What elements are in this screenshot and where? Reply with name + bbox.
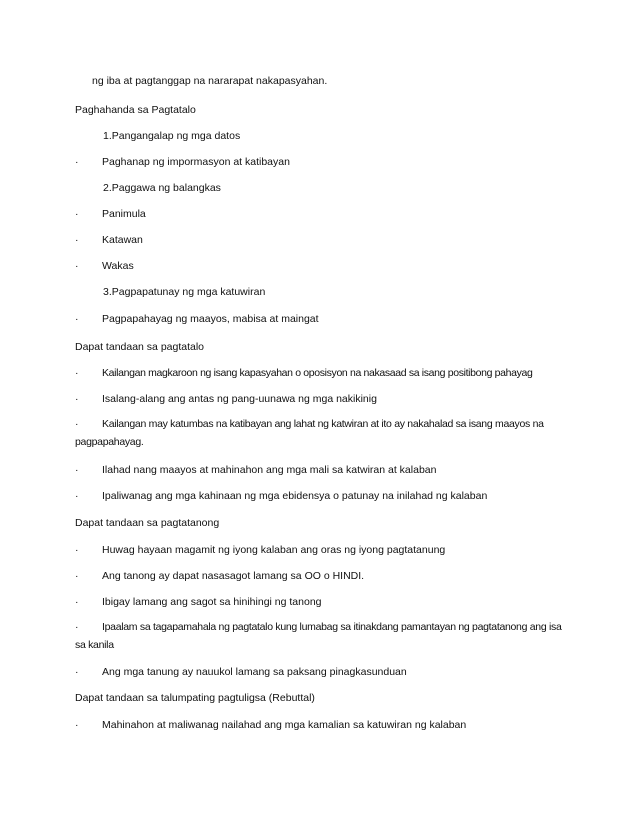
- bullet-marker: ·: [75, 208, 79, 220]
- numbered-item: 1.Pangangalap ng mga datos: [103, 130, 241, 142]
- section-heading: Dapat tandaan sa talumpating pagtuligsa (Rebuttal): [75, 692, 315, 704]
- bullet-marker: ·: [75, 570, 79, 582]
- bullet-item: Mahinahon at maliwanag nailahad ang mga kamalian sa katuwiran ng kalaban: [102, 719, 467, 731]
- bullet-marker: ·: [75, 490, 79, 502]
- text-line: ng iba at pagtanggap na nararapat nakapasyahan.: [92, 75, 328, 87]
- bullet-marker: ·: [75, 418, 79, 430]
- bullet-marker: ·: [75, 313, 79, 325]
- bullet-item: Katawan: [102, 234, 143, 246]
- bullet-item: Wakas: [102, 260, 134, 272]
- bullet-item: Kailangan magkaroon ng isang kapasyahan o oposisyon na nakasaad sa isang positibong pahayag: [102, 367, 533, 379]
- bullet-text: Kailangan may katumbas na katibayan ang lahat ng katwiran at ito ay nakahalad sa isang maayos na pagpapahayag.: [75, 418, 544, 448]
- section-heading: Dapat tandaan sa pagtatanong: [75, 517, 220, 529]
- bullet-marker: ·: [75, 393, 79, 405]
- bullet-item: Huwag hayaan magamit ng iyong kalaban ang oras ng iyong pagtatanung: [102, 544, 446, 556]
- bullet-item: Ipaliwanag ang mga kahinaan ng mga ebidensya o patunay na inilahad ng kalaban: [102, 490, 488, 502]
- bullet-marker: ·: [75, 621, 79, 633]
- bullet-marker: ·: [75, 464, 79, 476]
- bullet-marker: ·: [75, 596, 79, 608]
- bullet-marker: ·: [75, 156, 79, 168]
- bullet-item-wrapped: [75, 415, 565, 451]
- bullet-item: Ang mga tanung ay nauukol lamang sa paksang pinagkasunduan: [102, 666, 407, 678]
- bullet-item: Pagpapahayag ng maayos, mabisa at maingat: [102, 313, 319, 325]
- bullet-marker: ·: [75, 260, 79, 272]
- bullet-item: Paghanap ng impormasyon at katibayan: [102, 156, 290, 168]
- bullet-item: Panimula: [102, 208, 146, 220]
- section-heading: Dapat tandaan sa pagtatalo: [75, 341, 205, 353]
- bullet-item: Isalang-alang ang antas ng pang-uunawa ng mga nakikinig: [102, 393, 377, 405]
- bullet-item: Ilahad nang maayos at mahinahon ang mga mali sa katwiran at kalaban: [102, 464, 437, 476]
- bullet-item: Ang tanong ay dapat nasasagot lamang sa OO o HINDI.: [102, 570, 365, 582]
- numbered-item: 3.Pagpapatunay ng mga katuwiran: [103, 286, 266, 298]
- bullet-marker: ·: [75, 719, 79, 731]
- bullet-text: Ipaalam sa tagapamahala ng pagtatalo kung lumabag sa itinakdang pamantayan ng pagtatanong ang isa sa kanila: [75, 621, 562, 651]
- bullet-marker: ·: [75, 234, 79, 246]
- bullet-marker: ·: [75, 666, 79, 678]
- bullet-marker: ·: [75, 367, 79, 379]
- numbered-item: 2.Paggawa ng balangkas: [103, 182, 221, 194]
- bullet-item: Ibigay lamang ang sagot sa hinihingi ng tanong: [102, 596, 322, 608]
- bullet-marker: ·: [75, 544, 79, 556]
- bullet-item-wrapped: [75, 618, 565, 654]
- section-heading: Paghahanda sa Pagtatalo: [75, 104, 196, 116]
